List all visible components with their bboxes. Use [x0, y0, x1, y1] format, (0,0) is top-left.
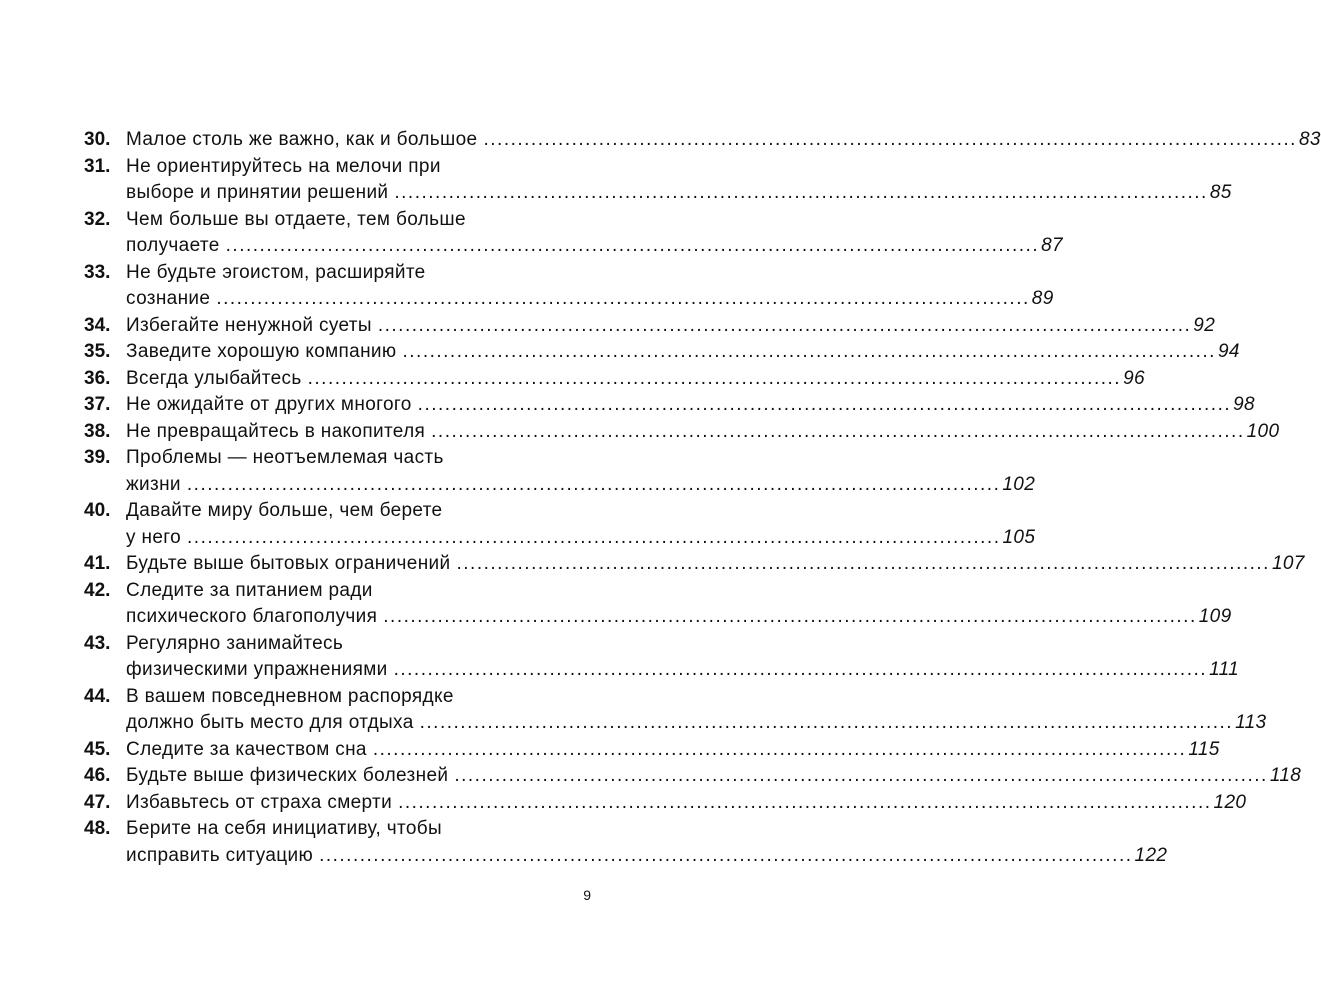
toc-entry: [84, 763, 1302, 790]
toc-entry: [84, 154, 1232, 207]
toc-entry: [84, 313, 1216, 340]
toc-entry-page: 83: [1298, 129, 1321, 150]
dot-leader: ........................................................................................................................: [383, 606, 1197, 627]
toc-entry-number: 36.: [84, 367, 111, 389]
toc-entry-title-line: у него: [126, 526, 182, 548]
toc-entry-title-line: Берите на себя инициативу, чтобы: [126, 818, 442, 839]
toc-entry: [84, 207, 1063, 260]
toc-entry-number: 33.: [84, 261, 111, 283]
toc-entry-last-line: [126, 604, 1232, 631]
toc-entry: [84, 737, 1220, 764]
toc-entry-title-line: Не будьте эгоистом, расширяйте: [126, 261, 426, 283]
toc-entry-title-line: Заведите хорошую компанию: [126, 341, 397, 362]
toc-entry-body: [126, 790, 1246, 817]
toc-entry-last-line: [126, 551, 1305, 578]
toc-entry-title-line: должно быть место для отдыха: [126, 712, 414, 733]
toc-entry-body: [126, 419, 1279, 446]
toc-entry-last-line: [126, 525, 1035, 552]
toc-entry-number: 31.: [84, 155, 111, 177]
toc-entry-number: 42.: [84, 579, 111, 601]
toc-entry-body: [126, 366, 1145, 393]
toc-entry-title-line: сознание: [126, 288, 211, 309]
dot-leader: ........................................................................................................................: [216, 288, 1030, 309]
toc-entry: [84, 498, 1036, 551]
toc-entry-title-line: Следите за качеством сна: [126, 738, 367, 760]
toc-entry-page: 102: [1002, 473, 1036, 495]
toc-entry-page: 113: [1235, 712, 1267, 733]
toc-entry-last-line: [126, 657, 1239, 684]
toc-entry-number: 48.: [84, 818, 111, 839]
toc-entry-number: 39.: [84, 447, 111, 468]
toc-entry-number: 30.: [84, 129, 111, 150]
dot-leader: ........................................................................................................................: [394, 182, 1208, 203]
toc-entry: [84, 419, 1280, 446]
toc-entry-body: [126, 763, 1301, 790]
dot-leader: ........................................................................................................................: [319, 844, 1133, 866]
dot-leader: ........................................................................................................................: [398, 791, 1212, 813]
page-number: 9: [583, 887, 591, 903]
toc-entry-number: 40.: [84, 500, 111, 521]
toc-entry-number: 37.: [84, 394, 111, 415]
toc-entry-title-line: исправить ситуацию: [126, 844, 314, 866]
toc-entry: [84, 392, 1255, 419]
toc-entry-body: [126, 631, 1239, 684]
dot-leader: ........................................................................................................................: [402, 341, 1216, 362]
toc-entry-last-line: [126, 313, 1215, 340]
toc-entry-page: 120: [1213, 791, 1247, 813]
toc-entry-body: [126, 260, 1054, 313]
toc-entry-last-line: [126, 180, 1232, 207]
toc-entry-title-line: жизни: [126, 473, 181, 495]
toc-entry: [84, 127, 1321, 154]
toc-entry-title-line: Чем больше вы отдаете, тем больше: [126, 208, 466, 230]
table-of-contents: [84, 127, 1321, 869]
toc-entry: [84, 260, 1054, 313]
toc-entry-last-line: [126, 233, 1063, 260]
toc-entry-page: 122: [1134, 844, 1168, 866]
toc-entry-title-line: Не ориентируйтесь на мелочи при: [126, 155, 441, 177]
toc-entry-title-line: психического благополучия: [126, 606, 378, 627]
dot-leader: ........................................................................................................................: [483, 129, 1297, 150]
toc-entry-page: 118: [1269, 765, 1302, 786]
toc-entry-title-line: Будьте выше физических болезней: [126, 765, 449, 786]
toc-entry-page: 98: [1233, 394, 1255, 415]
dot-leader: ........................................................................................................................: [419, 712, 1234, 733]
toc-entry: [84, 551, 1305, 578]
toc-entry: [84, 339, 1240, 366]
toc-entry-body: [126, 127, 1321, 154]
toc-entry-title-line: Следите за питанием ради: [126, 579, 373, 601]
toc-entry: [84, 366, 1145, 393]
toc-entry-body: [126, 392, 1255, 419]
toc-entry-last-line: [126, 737, 1220, 764]
toc-entry-number: 41.: [84, 553, 111, 574]
toc-entry-last-line: [126, 366, 1145, 393]
toc-entry-last-line: [126, 419, 1279, 446]
toc-entry-page: 115: [1188, 738, 1220, 760]
toc-entry-body: [126, 684, 1266, 737]
toc-entry-last-line: [126, 127, 1321, 154]
toc-entry-title-line: Проблемы — неотъемлемая часть: [126, 447, 444, 468]
toc-entry-last-line: [126, 790, 1246, 817]
toc-entry-number: 44.: [84, 685, 111, 707]
toc-entry-number: 34.: [84, 314, 111, 336]
toc-entry-number: 43.: [84, 632, 111, 654]
toc-entry-page: 89: [1031, 288, 1054, 309]
toc-entry-body: [126, 816, 1167, 869]
toc-entry-page: 85: [1209, 182, 1232, 203]
toc-entry: [84, 631, 1239, 684]
toc-entry-title-line: Не ожидайте от других многого: [126, 394, 412, 415]
toc-entry: [84, 790, 1247, 817]
toc-entry-body: [126, 313, 1215, 340]
toc-entry: [84, 445, 1036, 498]
toc-entry-number: 35.: [84, 341, 111, 362]
toc-entry-number: 45.: [84, 738, 111, 760]
toc-entry-page: 96: [1123, 367, 1145, 389]
toc-entry-body: [126, 737, 1220, 764]
toc-entry-body: [126, 578, 1232, 631]
toc-entry-page: 107: [1271, 553, 1305, 574]
toc-entry-last-line: [126, 710, 1266, 737]
toc-entry-page: 87: [1041, 235, 1063, 256]
toc-entry-last-line: [126, 763, 1301, 790]
toc-entry-body: [126, 339, 1240, 366]
toc-entry-title-line: выборе и принятии решений: [126, 182, 389, 203]
dot-leader: ........................................................................................................................: [377, 314, 1192, 336]
toc-entry-page: 94: [1217, 341, 1240, 362]
dot-leader: ........................................................................................................................: [307, 367, 1122, 389]
toc-entry-last-line: [126, 843, 1167, 870]
dot-leader: ........................................................................................................................: [454, 765, 1268, 786]
toc-entry-title-line: Избавьтесь от страха смерти: [126, 791, 393, 813]
toc-entry-body: [126, 445, 1035, 498]
toc-entry-body: [126, 154, 1232, 207]
dot-leader: ........................................................................................................................: [393, 659, 1208, 680]
toc-entry-title-line: Давайте миру больше, чем берете: [126, 500, 443, 521]
toc-entry-body: [126, 551, 1305, 578]
toc-entry-title-line: получаете: [126, 235, 220, 256]
toc-entry-title-line: Малое столь же важно, как и большое: [126, 129, 478, 150]
dot-leader: ........................................................................................................................: [431, 420, 1245, 442]
toc-entry-title-line: Не превращайтесь в накопителя: [126, 420, 426, 442]
toc-entry-number: 47.: [84, 791, 111, 813]
toc-entry-number: 38.: [84, 420, 111, 442]
toc-entry-title-line: физическими упражнениями: [126, 659, 388, 680]
toc-entry-body: [126, 498, 1035, 551]
dot-leader: ........................................................................................................................: [186, 473, 1001, 495]
toc-entry: [84, 684, 1267, 737]
toc-entry: [84, 816, 1168, 869]
toc-entry-title-line: Всегда улыбайтесь: [126, 367, 302, 389]
toc-entry-title-line: Регулярно занимайтесь: [126, 632, 344, 654]
toc-entry-page: 92: [1193, 314, 1216, 336]
toc-entry-last-line: [126, 286, 1054, 313]
toc-entry-title-line: В вашем повседневном распорядке: [126, 685, 454, 707]
toc-entry-page: 109: [1198, 606, 1232, 627]
toc-entry-body: [126, 207, 1063, 260]
toc-entry-title-line: Избегайте ненужной суеты: [126, 314, 372, 336]
toc-entry-last-line: [126, 472, 1035, 499]
toc-entry-page: 105: [1002, 526, 1036, 548]
dot-leader: ........................................................................................................................: [372, 738, 1187, 760]
dot-leader: ........................................................................................................................: [456, 553, 1270, 574]
dot-leader: ........................................................................................................................: [417, 394, 1232, 415]
toc-entry-number: 46.: [84, 765, 111, 786]
toc-entry: [84, 578, 1232, 631]
toc-entry-number: 32.: [84, 208, 111, 230]
toc-entry-title-line: Будьте выше бытовых ограничений: [126, 553, 451, 574]
toc-entry-last-line: [126, 339, 1240, 366]
toc-entry-last-line: [126, 392, 1255, 419]
dot-leader: ........................................................................................................................: [187, 526, 1001, 548]
toc-entry-page: 100: [1246, 420, 1280, 442]
toc-entry-page: 111: [1209, 659, 1239, 680]
dot-leader: ........................................................................................................................: [225, 235, 1040, 256]
